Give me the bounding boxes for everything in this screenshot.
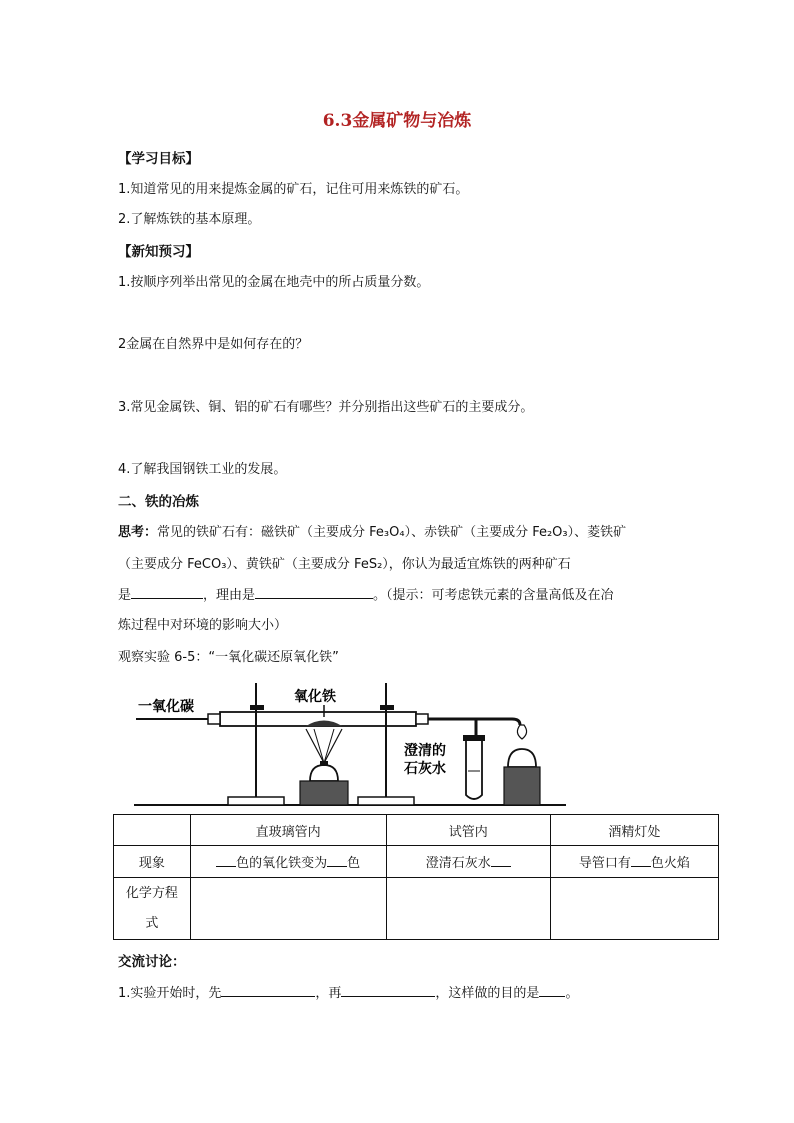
think-text-3c: 。（提示：可考虑铁元素的含量高低及在冶 — [373, 588, 614, 603]
cell-lamp-phenomena — [550, 846, 718, 878]
objective-2: 2.了解炼铁的基本原理。 — [118, 212, 261, 227]
think-line-3 — [118, 584, 614, 603]
table-row-equation — [114, 878, 719, 940]
cell-equation-1[interactable] — [190, 878, 386, 940]
row-label-equation-2: 式 — [145, 915, 159, 931]
think-line-2: （主要成分 FeCO₃）、黄铁矿（主要成分 FeS₂），你认为最适宜炼铁的两种矿石 — [118, 557, 571, 572]
cell-glass-tube-phenomena — [190, 846, 386, 878]
discussion-q1 — [118, 982, 578, 1001]
text-c3a: 导管口有 — [578, 856, 631, 871]
blank-limewater[interactable] — [491, 854, 511, 867]
lamp-block-2 — [504, 767, 540, 805]
header-cell-lamp: 酒精灯处 — [550, 815, 718, 846]
lamp-block-1 — [300, 781, 348, 805]
limewater-label-2: 石灰水 — [404, 761, 446, 777]
page-title: 6.3金属矿物与冶炼 — [322, 111, 472, 131]
alcohol-lamp-2 — [508, 749, 536, 767]
header-cell-empty — [114, 815, 191, 846]
blank-first-step[interactable] — [221, 984, 315, 997]
think-text-3b: ，理由是 — [203, 588, 256, 603]
think-line-4: 炼过程中对环境的影响大小） — [118, 618, 288, 633]
blank-purpose[interactable] — [539, 984, 565, 997]
alcohol-lamp-1 — [310, 765, 338, 781]
burner-flame — [517, 725, 526, 739]
text-c3b: 色火焰 — [650, 856, 690, 871]
row-label-equation-1: 化学方程 — [125, 885, 178, 901]
co-label: 一氧化碳 — [138, 699, 194, 715]
limewater-label-1: 澄清的 — [404, 743, 446, 759]
objectives-heading: 【学习目标】 — [118, 151, 199, 167]
blank-color-after[interactable] — [327, 854, 347, 867]
cell-test-tube-phenomena — [386, 846, 550, 878]
think-text-1: 常见的铁矿石有：磁铁矿（主要成分 Fe₃O₄）、赤铁矿（主要成分 Fe₂O₃）、菱铁矿 — [157, 525, 627, 540]
fe2o3-label: 氧化铁 — [294, 689, 336, 705]
outlet-pipe-2 — [476, 719, 520, 725]
iron-oxide-powder — [306, 721, 342, 727]
preview-3: 3.常见金属铁、铜、铝的矿石有哪些？并分别指出这些矿石的主要成分。 — [118, 400, 534, 415]
blank-second-step[interactable] — [341, 984, 435, 997]
cell-equation-2[interactable] — [386, 878, 550, 940]
text-c1a: 色的氧化铁变为 — [236, 856, 328, 871]
apparatus-svg — [134, 675, 574, 810]
clamp-left — [250, 705, 264, 710]
header-cell-glass-tube: 直玻璃管内 — [190, 815, 386, 846]
answer-blank-ores[interactable] — [131, 586, 203, 599]
stand-base-right — [358, 797, 414, 805]
think-line-1 — [118, 521, 626, 540]
flame-mesh — [306, 729, 342, 763]
think-text-3a: 是 — [118, 588, 132, 603]
q1-text-c: ，这样做的目的是 — [435, 986, 540, 1001]
q1-text-a: 1.实验开始时，先 — [118, 986, 222, 1001]
lamp-wick-1 — [320, 761, 328, 766]
row-label-phenomena: 现象 — [114, 846, 191, 878]
q1-text-d: 。 — [565, 986, 579, 1001]
header-cell-test-tube: 试管内 — [386, 815, 550, 846]
table-header-row — [114, 815, 719, 846]
q1-text-b: ，再 — [315, 986, 342, 1001]
blank-flame-color[interactable] — [631, 854, 651, 867]
row-label-equation — [114, 878, 191, 940]
preview-2: 2金属在自然界中是如何存在的？ — [118, 337, 309, 352]
clamp-right — [380, 705, 394, 710]
think-label: 思考： — [118, 525, 158, 540]
stand-base-left — [228, 797, 284, 805]
test-tube — [466, 737, 482, 799]
preview-4: 4.了解我国钢铁工业的发展。 — [118, 462, 287, 477]
blank-color-before[interactable] — [216, 854, 236, 867]
answer-blank-reason[interactable] — [255, 586, 373, 599]
table-row-phenomena — [114, 846, 719, 878]
preview-heading: 【新知预习】 — [118, 244, 199, 260]
experiment-caption: 观察实验 6-5：“一氧化碳还原氧化铁” — [118, 650, 339, 665]
experiment-diagram — [134, 675, 574, 810]
observation-table — [113, 814, 719, 940]
tube-stopper-right — [416, 714, 428, 724]
discussion-heading: 交流讨论： — [118, 954, 186, 970]
preview-1: 1.按顺序列举出常见的金属在地壳中的所占质量分数。 — [118, 275, 430, 290]
outlet-pipe — [428, 719, 476, 737]
text-c2: 澄清石灰水 — [425, 856, 491, 871]
tube-stopper-left — [208, 714, 220, 724]
text-c1b: 色 — [347, 856, 361, 871]
objective-1: 1.知道常见的用来提炼金属的矿石，记住可用来炼铁的矿石。 — [118, 182, 469, 197]
cell-equation-3[interactable] — [550, 878, 718, 940]
smelting-heading: 二、铁的冶炼 — [118, 494, 199, 510]
test-tube-stopper — [463, 735, 485, 741]
